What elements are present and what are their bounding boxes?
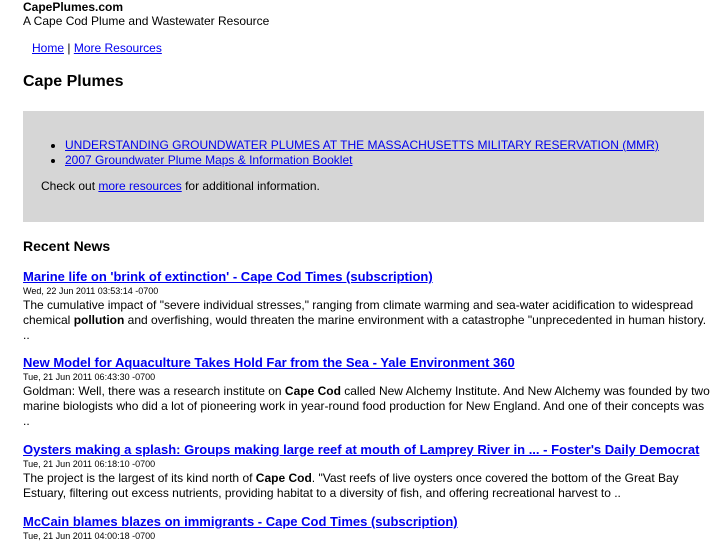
news-item bbox=[23, 514, 713, 543]
snippet-text: called New Alchemy Institute. And New Alchemy was founded by two marine biologists who did a lot of pioneering work in year-round food production for New England. And one of their concepts was .. bbox=[23, 384, 710, 428]
snippet-keyword: pollution bbox=[73, 313, 125, 327]
news-item bbox=[23, 355, 713, 429]
nav-more-resources-link[interactable]: More Resources bbox=[73, 41, 162, 55]
news-snippet bbox=[23, 298, 713, 343]
snippet-text: . "Vast reefs of live oysters once covered the bottom of the Great Bay Estuary, filtering out excess nutrients, providing habitat to a diversity of fish, and offering recreational harvest to .. bbox=[23, 471, 679, 500]
resource-note-prefix: Check out bbox=[41, 179, 96, 193]
resource-list bbox=[47, 138, 659, 168]
snippet-text: The cumulative impact of "severe individual stresses," ranging from climate warming and sea-water acidification to widespread chemical bbox=[23, 298, 694, 327]
resource-note bbox=[41, 179, 320, 193]
news-title-link[interactable]: Oysters making a splash: Groups making large reef at mouth of Lamprey River in ... - Foster's Daily Democrat bbox=[23, 442, 700, 457]
nav-separator: | bbox=[67, 41, 71, 55]
resource-list-item bbox=[65, 138, 659, 153]
news-snippet bbox=[23, 471, 713, 501]
recent-news-heading: Recent News bbox=[23, 238, 111, 254]
news-snippet bbox=[23, 384, 713, 429]
page-title: Cape Plumes bbox=[23, 73, 124, 90]
snippet-keyword: Cape Cod bbox=[284, 384, 341, 398]
news-date: Tue, 21 Jun 2011 04:00:18 -0700 bbox=[23, 531, 156, 541]
snippet-text: The project is the largest of its kind north of bbox=[23, 471, 256, 485]
news-date: Tue, 21 Jun 2011 06:18:10 -0700 bbox=[23, 459, 156, 469]
news-date: Tue, 21 Jun 2011 06:43:30 -0700 bbox=[23, 372, 156, 382]
news-title-link[interactable]: New Model for Aquaculture Takes Hold Far from the Sea - Yale Environment 360 bbox=[23, 355, 515, 370]
news-title-link[interactable]: Marine life on 'brink of extinction' - Cape Cod Times (subscription) bbox=[23, 269, 433, 284]
resource-note-suffix: for additional information. bbox=[185, 179, 320, 193]
top-nav bbox=[32, 41, 162, 55]
news-title-link[interactable]: McCain blames blazes on immigrants - Cape Cod Times (subscription) bbox=[23, 514, 458, 529]
site-title: CapePlumes.com bbox=[23, 0, 124, 14]
more-resources-inline-link[interactable]: more resources bbox=[98, 179, 182, 193]
site-tagline: A Cape Cod Plume and Wastewater Resource bbox=[23, 14, 270, 28]
snippet-text: Goldman: Well, there was a research institute on bbox=[23, 384, 285, 398]
nav-home-link[interactable]: Home bbox=[32, 41, 65, 55]
snippet-keyword: Cape Cod bbox=[255, 471, 312, 485]
news-item bbox=[23, 269, 713, 343]
resource-box bbox=[23, 111, 704, 222]
news-item bbox=[23, 442, 713, 501]
resource-list-item bbox=[65, 153, 659, 168]
mmr-plumes-link[interactable]: UNDERSTANDING GROUNDWATER PLUMES AT THE MASSACHUSETTS MILITARY RESERVATION (MMR) bbox=[65, 138, 659, 152]
news-date: Wed, 22 Jun 2011 03:53:14 -0700 bbox=[23, 286, 159, 296]
plume-maps-booklet-link[interactable]: 2007 Groundwater Plume Maps & Information Booklet bbox=[65, 153, 353, 167]
snippet-text: and overfishing, would threaten the marine environment with a catastrophe "unprecedented in human history. .. bbox=[23, 313, 707, 342]
